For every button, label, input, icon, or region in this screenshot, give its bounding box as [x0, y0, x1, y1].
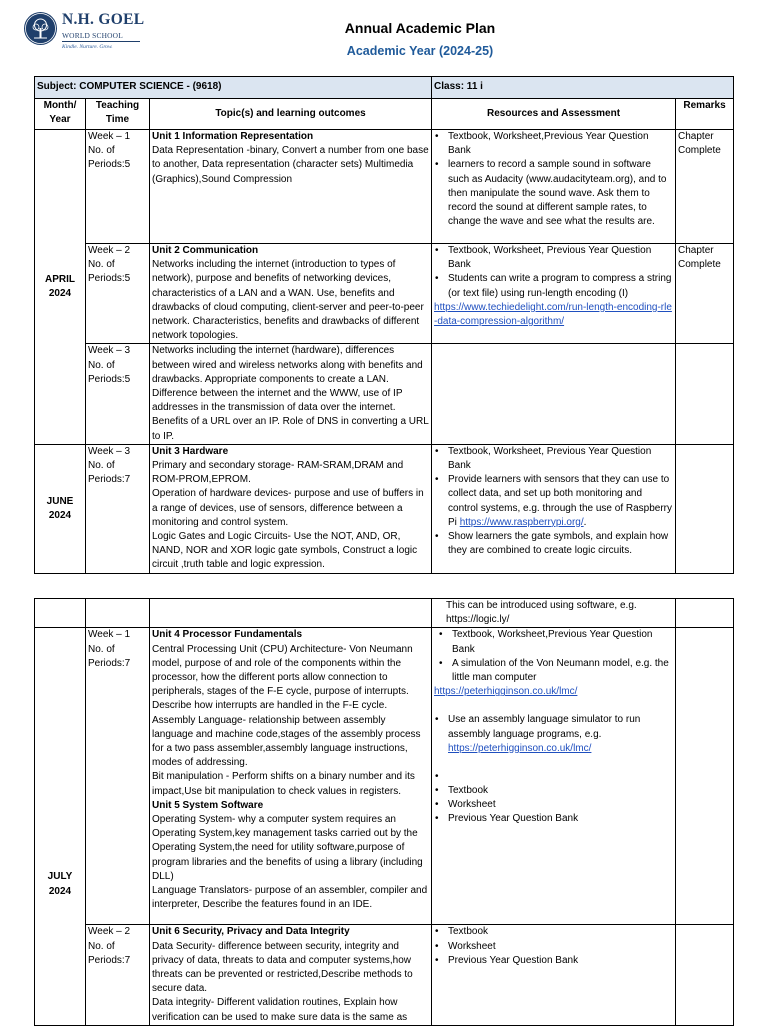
list-item-text: Provide learners with sensors that they can use to collect data, and set up both monitoring and control systems, e.g. through the use of Raspberry Pi	[448, 474, 673, 528]
logo-divider	[62, 41, 140, 42]
header-resources: Resources and Assessment	[432, 99, 676, 130]
list-item: • Worksheet	[434, 940, 673, 954]
remarks-cell	[676, 628, 734, 925]
list-item: • Show learners the gate symbols, and explain how they are combined to create logic circuits.	[434, 530, 673, 558]
list-item	[434, 473, 673, 530]
list-item: • A simulation of the Von Neumann model, e.g. the little man computer	[434, 657, 673, 685]
table-row	[35, 344, 734, 444]
month-cell-june: JUNE 2024	[35, 444, 86, 573]
month-cell-april: APRIL 2024	[35, 130, 86, 445]
topic-cell	[150, 599, 432, 628]
unit-heading: Unit 2 Communication	[152, 245, 259, 256]
document-subtitle: Academic Year (2024-25)	[346, 44, 494, 58]
school-tagline: Kindle. Nurture. Grow.	[62, 44, 113, 50]
list-item: • learners to record a sample sound in software such as Audacity (www.audacityteam.org), and to then manipulate the sound wave. Ask them to record the sound at different sample rates, to change the wave and see what the results are.	[434, 158, 673, 229]
list-item: • Students can write a program to compress a string (or text file) using run-length encoding (I)	[434, 272, 673, 300]
topic-text: Networks including the internet (introduction to types of network), purpose and benefits of networking devices, characteristics of a LAN and a WAN. Use, benefits and drawbacks of cloud computing, client-server and peer-to-peer network. Characteristics, benefits and drawbacks of different network topologies.	[152, 259, 424, 342]
raspberrypi-link[interactable]: https://www.raspberrypi.org/	[459, 516, 584, 528]
topic-text: Bit manipulation - Perform shifts on a binary number and its impact,Use bit manipulation to check values in registers.	[152, 771, 415, 797]
remarks-cell: Chapter Complete	[676, 244, 734, 344]
column-header-row	[35, 99, 734, 130]
topic-cell: Networks including the internet (hardware), differences between wired and wireless networks along with benefits and drawbacks. Appropriate components to create a LAN. Difference between the internet and the WWW, use of IP addresses in the transmission of data over the internet. Benefits of a URL over an IP. Role of DNS in converting a URL to IP.	[150, 344, 432, 444]
resources-cell	[432, 244, 676, 344]
teaching-time-cell: Week – 3 No. of Periods:7	[86, 444, 150, 573]
header-topics: Topic(s) and learning outcomes	[150, 99, 432, 130]
topic-text: Data Security- difference between security, integrity and privacy of data, threats to data and computer systems,how threats can be prevented or restricted,Describe methods to secure data.	[152, 940, 413, 995]
topic-text: Primary and secondary storage- RAM-SRAM,DRAM and ROM-PROM,EPROM.	[152, 460, 404, 486]
school-name: N.H. GOEL	[62, 11, 145, 28]
list-item: • Use an assembly language simulator to run assembly language programs, e.g.	[434, 713, 673, 741]
teaching-time-cell: Week – 3 No. of Periods:5	[86, 344, 150, 444]
document-title: Annual Academic Plan	[344, 20, 496, 36]
list-item: • Worksheet	[434, 798, 673, 812]
topic-text: Operating System- why a computer system requires an Operating System,key management tasks carried out by the Operating System,the need for utility software,purpose of program libraries and the benefits of using a library (including DLL)	[152, 814, 423, 882]
school-subtitle: WORLD SCHOOL	[62, 31, 123, 40]
topic-text: Logic Gates and Logic Circuits- Use the NOT, AND, OR, NAND, NOR and XOR logic gate symbols, Construct a logic circuit ,truth table and logic expression.	[152, 531, 418, 571]
teaching-time-cell: Week – 2 No. of Periods:7	[86, 925, 150, 1025]
month-cell	[35, 599, 86, 628]
list-item: • Textbook, Worksheet, Previous Year Question Bank	[434, 445, 673, 473]
month-cell-july: JULY 2024	[35, 628, 86, 1025]
remarks-cell	[676, 599, 734, 628]
list-item: • Textbook, Worksheet, Previous Year Question Bank	[434, 244, 673, 272]
header-teaching-time: Teaching Time	[86, 99, 150, 130]
header-remarks: Remarks	[676, 99, 734, 130]
remarks-cell	[676, 344, 734, 444]
teaching-time-cell: Week – 1 No. of Periods:5	[86, 130, 150, 244]
table-row	[35, 925, 734, 1025]
topic-text: Language Translators- purpose of an assembler, compiler and interpreter, Describe the features found in an IDE.	[152, 885, 428, 911]
list-item: • Textbook, Worksheet,Previous Year Question Bank	[434, 130, 673, 158]
subject-cell: Subject: COMPUTER SCIENCE - (9618)	[35, 77, 432, 99]
unit-heading: Unit 1 Information Representation	[152, 131, 314, 142]
teaching-time-cell: Week – 1 No. of Periods:7	[86, 628, 150, 925]
teaching-time-cell: Week – 2 No. of Periods:5	[86, 244, 150, 344]
compression-link[interactable]: https://www.techiedelight.com/run-length-encoding-rle-data-compression-algorithm/	[434, 301, 672, 328]
remarks-cell	[676, 925, 734, 1025]
unit-heading: Unit 5 System Software	[152, 799, 264, 811]
plan-table-page-1	[34, 76, 734, 574]
resources-cell	[432, 925, 676, 1025]
resources-cell	[432, 444, 676, 573]
list-item	[434, 770, 673, 784]
list-item: • Previous Year Question Bank	[434, 954, 673, 968]
topic-text: Data Representation -binary, Convert a number from one base to another, Data representation (character sets) Multimedia (Graphics),Sound Compression	[152, 145, 429, 185]
topic-cell	[150, 244, 432, 344]
topic-cell	[150, 130, 432, 244]
table-row	[35, 130, 734, 244]
lmc-link[interactable]: https://peterhigginson.co.uk/lmc/	[448, 742, 592, 754]
list-item: • Textbook	[434, 784, 673, 798]
unit-heading: Unit 3 Hardware	[152, 445, 229, 457]
topic-cell	[150, 444, 432, 573]
remarks-cell	[676, 444, 734, 573]
topic-text: Central Processing Unit (CPU) Architecture- Von Neumann model, purpose of and role of the components within the processor, how the different ports allow connection to peripherals, stages of the F-E cycle, purpose of interrupts. Describe how interrupts are handled in the F-E cycle.	[152, 643, 413, 712]
header-month: Month/ Year	[35, 99, 86, 130]
subject-row	[35, 77, 734, 99]
resources-cell: This can be introduced using software, e.g. https://logic.ly/	[432, 599, 676, 628]
topic-cell	[150, 925, 432, 1025]
resources-cell	[432, 344, 676, 444]
topic-cell	[150, 628, 432, 925]
plan-table-page-2	[34, 598, 734, 1026]
topic-text: Assembly Language- relationship between assembly language and machine code,stages of the assembly process for a two pass assembler,assembly language instructions, modes of addressing.	[152, 714, 421, 769]
resources-cell	[432, 628, 676, 925]
table-row	[35, 599, 734, 628]
list-item: • Previous Year Question Bank	[434, 812, 673, 826]
remarks-cell: Chapter Complete	[676, 130, 734, 244]
teaching-time-cell	[86, 599, 150, 628]
unit-heading: Unit 4 Processor Fundamentals	[152, 629, 303, 641]
list-item: • Textbook, Worksheet,Previous Year Question Bank	[434, 628, 673, 656]
table-row	[35, 444, 734, 573]
resources-cell	[432, 130, 676, 244]
topic-text: Operation of hardware devices- purpose and use of buffers in a range of devices, use of sensors, difference between a monitoring and control system.	[152, 488, 424, 528]
topic-text: Data integrity- Different validation routines, Explain how verification can be used to make sure data is the same as	[152, 997, 408, 1023]
unit-heading: Unit 6 Security, Privacy and Data Integrity	[152, 926, 350, 938]
table-row	[35, 628, 734, 925]
table-row	[35, 244, 734, 344]
list-item-text: .	[583, 516, 587, 528]
lmc-link[interactable]: https://peterhigginson.co.uk/lmc/	[434, 686, 578, 698]
list-item: • Textbook	[434, 925, 673, 939]
class-cell: Class: 11 i	[432, 77, 734, 99]
